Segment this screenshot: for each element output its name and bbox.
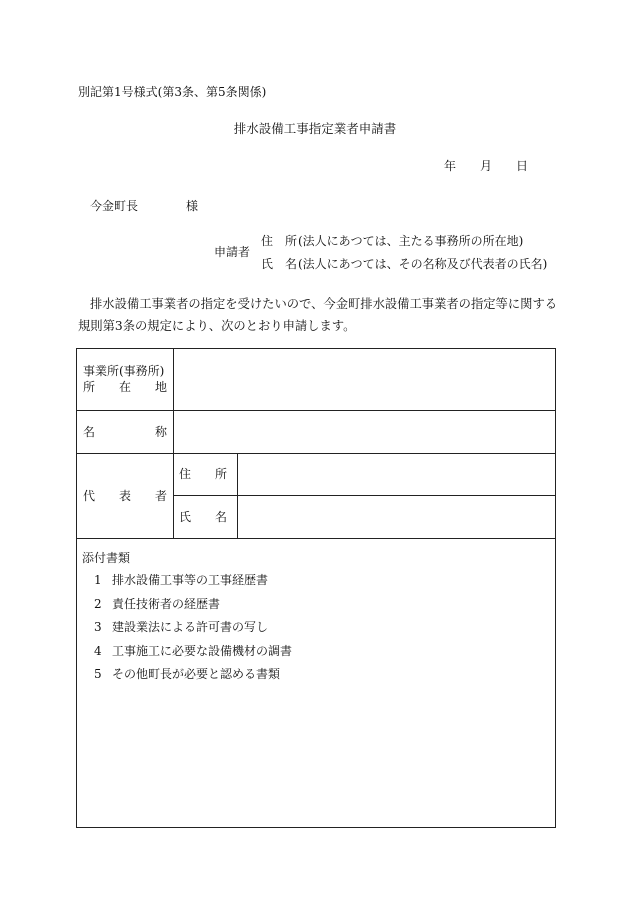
applicant-label: 申請者 [214,245,251,259]
attachments-title: 添付書類 [82,551,131,565]
rep-address-label: 住 所 [179,467,228,481]
date-year-label: 年 [444,159,457,173]
representative-label: 代 表 者 [83,489,168,503]
applicant-name-field: 氏 名 [261,257,298,271]
representative-address-field[interactable] [238,454,555,495]
office-location-field[interactable] [174,349,555,410]
attachment-item: 4 工事施工に必要な設備機材の調書 [94,643,293,658]
addressee-name: 今金町長 [90,199,139,213]
applicant-address-field: 住 所 [261,234,298,248]
attachments-section [82,552,292,692]
office-label-line2: 所 在 地 [83,380,168,394]
attachment-item: 5 その他町長が必要と認める書類 [94,667,281,681]
addressee-honorific: 様 [186,199,199,213]
attachment-item: 2 責任技術者の経歴書 [94,596,221,611]
addressee [90,200,198,212]
applicant-name-line [261,258,547,270]
application-statement: 排水設備工事業者の指定を受けたいので、今金町排水設備工事業者の指定等に関する規則第3条の規定により、次のとおり申請します。 [78,297,558,333]
attachment-item: 3 建設業法による許可書の写し [94,620,269,634]
rep-name-label: 氏 名 [179,510,228,524]
date-month-label: 月 [480,159,493,173]
office-label-line1: 事業所(事務所) [83,364,165,378]
name-label: 名 称 [83,425,168,439]
applicant-address-note: (法人にあつては、主たる事務所の所在地) [298,234,524,248]
row-divider [77,538,555,539]
document-title: 排水設備工事指定業者申請書 [233,121,397,136]
applicant-address-line [261,235,523,247]
date-line [444,160,528,172]
form-number-label: 別記第1号様式(第3条、第5条関係) [78,85,267,99]
date-day-label: 日 [516,159,529,173]
business-name-field[interactable] [174,411,555,453]
representative-name-field[interactable] [238,496,555,538]
applicant-name-note: (法人にあつては、その名称及び代表者の氏名) [298,257,548,271]
attachment-item: 1 排水設備工事等の工事経歴書 [94,573,269,587]
